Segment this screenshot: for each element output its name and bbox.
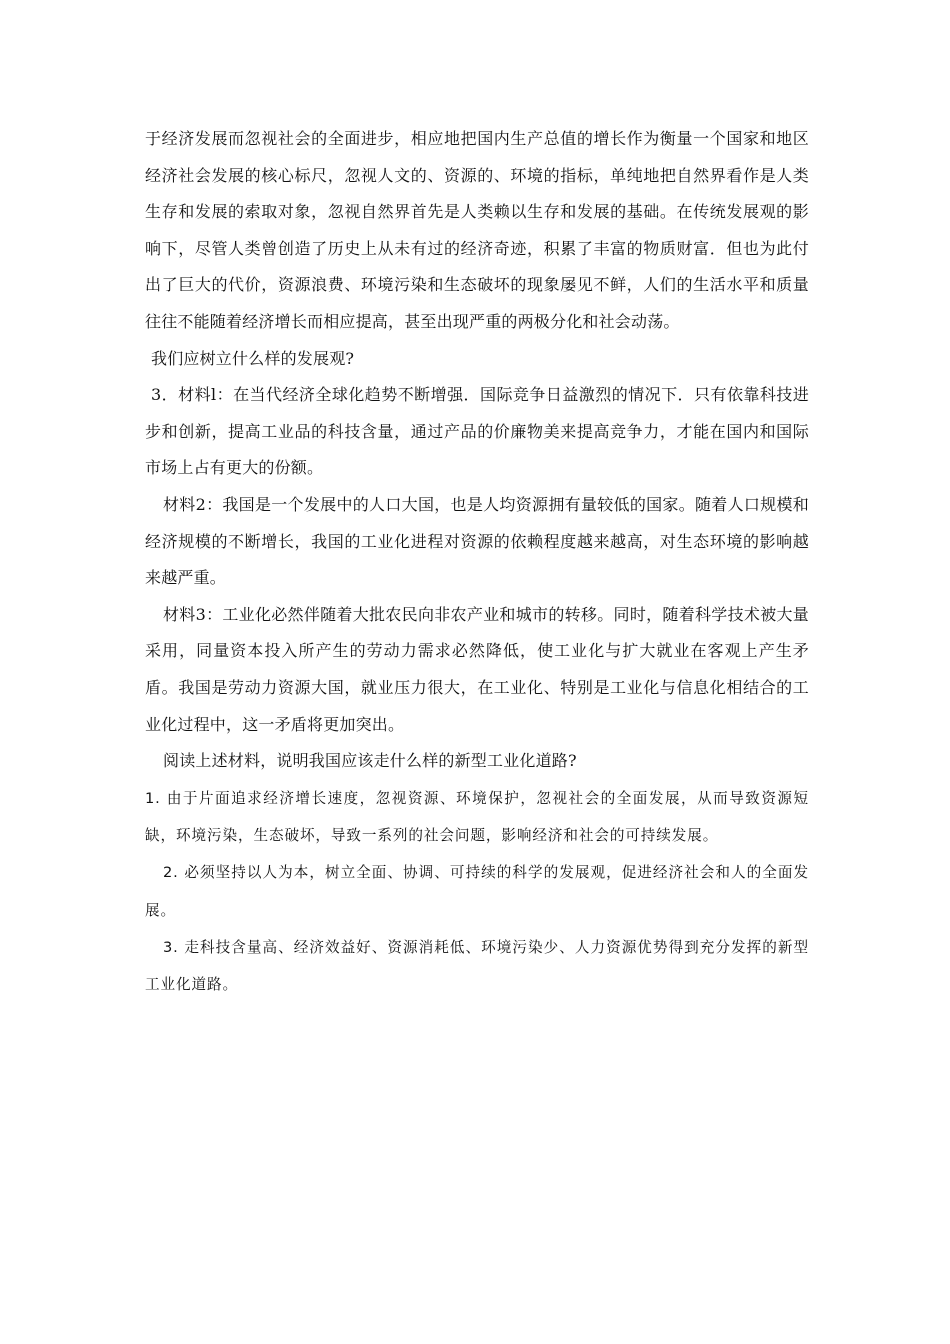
question-industrialization-path: 阅读上述材料，说明我国应该走什么样的新型工业化道路?: [163, 751, 577, 771]
question-development-view: 我们应树立什么样的发展观?: [151, 348, 355, 368]
material-3-paragraph: 材料3：工业化必然伴随着大批农民向非农产业和城市的转移。同时，随着科学技术被大量采用，同量资本投入所产生的劳动力需求必然降低，使工业化与扩大就业在客观上产生矛盾。我国是劳动力资源大国，就业压力很大，在工业化、特别是工业化与信息化相结合的工业化过程中，这一矛盾将更加突出。: [145, 604, 809, 734]
answer-3: 3. 走科技含量高、经济效益好、资源消耗低、环境污染少、人力资源优势得到充分发挥的新型工业化道路。: [145, 938, 809, 994]
answer-2: 2. 必须坚持以人为本，树立全面、协调、可持续的科学的发展观，促进经济社会和人的全面发展。: [145, 864, 809, 919]
paragraph-continuation: 于经济发展而忽视社会的全面进步，相应地把国内生产总值的增长作为衡量一个国家和地区经济社会发展的核心标尺，忽视人文的、资源的、环境的指标，单纯地把自然界看作是人类生存和发展的索取对象，忽视自然界首先是人类赖以生存和发展的基础。在传统发展观的影响下，尽管人类曾创造了历史上从未有过的经济奇迹，积累了丰富的物质财富．但也为此付出了巨大的代价，资源浪费、环境污染和生态破坏的现象屡见不鲜，人们的生活水平和质量往往不能随着经济增长而相应提高，甚至出现严重的两极分化和社会动荡。: [145, 129, 809, 331]
answer-1: 1. 由于片面追求经济增长速度，忽视资源、环境保护，忽视社会的全面发展，从而导致资源短缺，环境污染，生态破坏，导致一系列的社会问题，影响经济和社会的可持续发展。: [145, 789, 809, 844]
material-1-paragraph: 3．材料l：在当代经济全球化趋势不断增强．国际竞争日益激烈的情况下．只有依靠科技进步和创新，提高工业品的科技含量，通过产品的价廉物美来提高竞争力，才能在国内和国际市场上占有更大的份额。: [145, 385, 809, 478]
document-body: [145, 121, 809, 1003]
material-2-paragraph: 材料2：我国是一个发展中的人口大国，也是人均资源拥有量较低的国家。随着人口规模和经济规模的不断增长，我国的工业化进程对资源的依赖程度越来越高，对生态环境的影响越来越严重。: [145, 494, 809, 588]
